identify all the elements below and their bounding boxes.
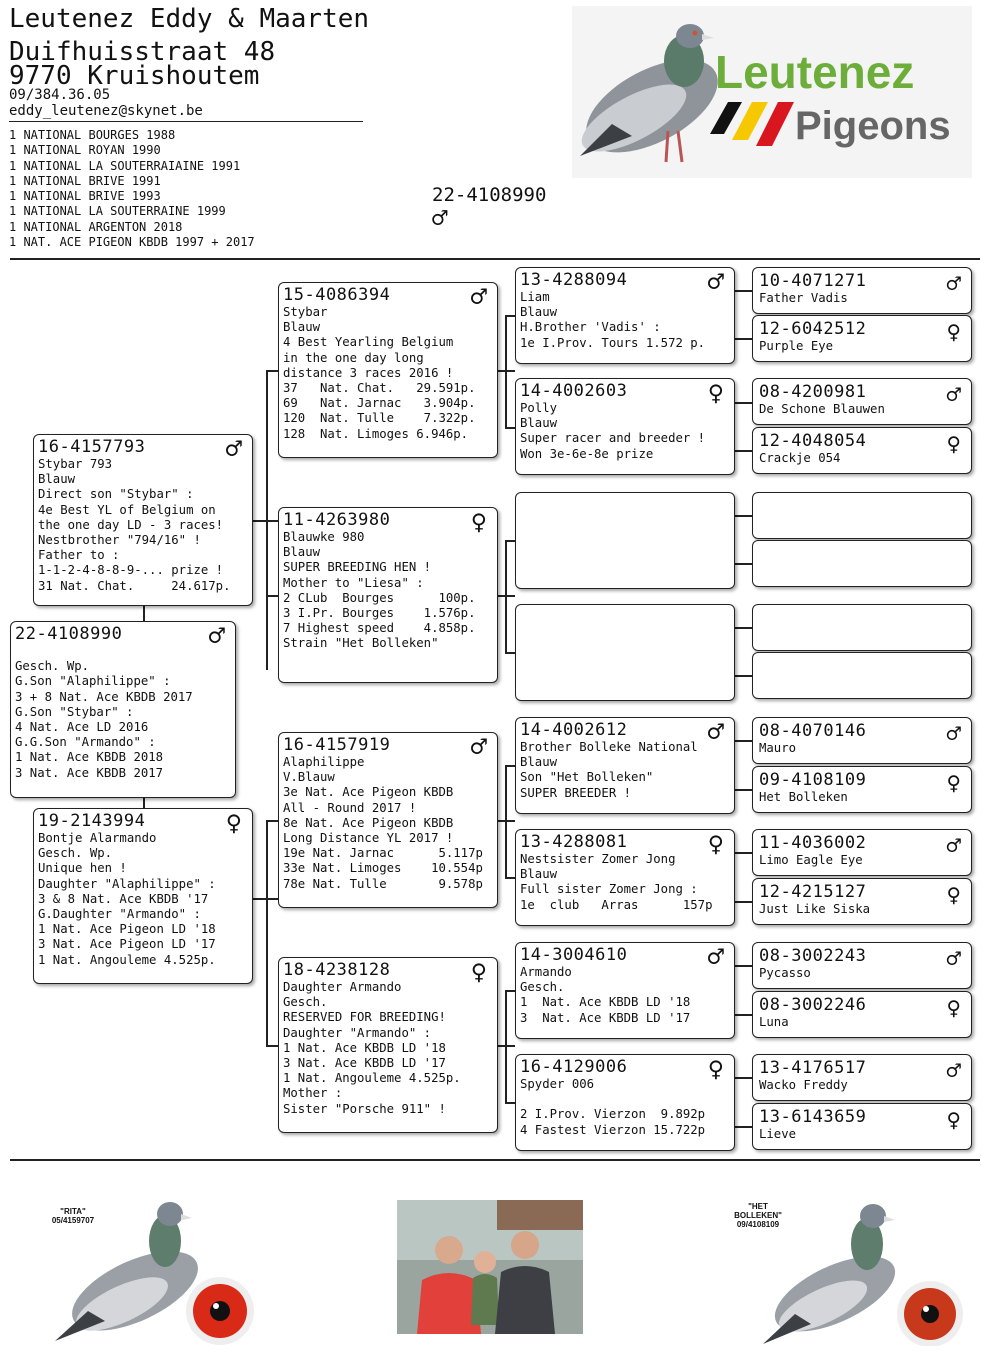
pedigree-card [515, 378, 735, 475]
pedigree-card [752, 315, 972, 362]
card-line: G.Daughter "Armando" : [38, 907, 201, 922]
ring-number: 16-4129006 [520, 1057, 628, 1077]
card-line: 8e Nat. Ace Pigeon KBDB [283, 815, 454, 830]
card-line: Crackje 054 [759, 451, 841, 465]
card-line: distance 3 races 2016 ! [283, 365, 454, 380]
card-line: 19e Nat. Jarnac 5.117p [283, 846, 483, 861]
female-icon: ♀ [225, 808, 242, 839]
card-line: 1 Nat. Ace KBDB LD '18 [520, 995, 691, 1010]
female-icon: ♀ [470, 957, 487, 988]
card-line: 3 + 8 Nat. Ace KBDB 2017 [15, 689, 193, 704]
female-icon: ♀ [946, 769, 961, 797]
female-icon: ♀ [707, 829, 724, 860]
pedigree-card [515, 267, 735, 364]
card-line: the one day LD - 3 races! [38, 517, 224, 532]
card-line [15, 644, 231, 659]
card-line: Long Distance YL 2017 ! [283, 831, 454, 846]
card-line: 1e club Arras 157p [520, 897, 713, 912]
ring-number: 22-4108990 [15, 624, 123, 644]
ring-number: 08-3002246 [759, 995, 867, 1015]
card-line: Nestbrother "794/16" ! [38, 533, 201, 548]
ring-number: 10-4071271 [759, 271, 867, 291]
card-line: 3 Nat. Ace Pigeon LD '17 [38, 937, 216, 952]
card-line: SUPER BREEDING HEN ! [283, 560, 432, 575]
top-divider [10, 258, 980, 260]
card-line: 1 Nat. Angouleme 4.525p. [283, 1071, 461, 1086]
breeder-city: 9770 Kruishoutem [9, 61, 260, 91]
card-line: Daughter "Armando" : [283, 1025, 432, 1040]
pedigree-card [752, 378, 972, 425]
pigeon-photo-het-bolleken [755, 1196, 975, 1346]
pedigree-card [278, 507, 498, 683]
breeder-name: Leutenez Eddy & Maarten [9, 4, 370, 34]
pedigree-card [515, 942, 735, 1039]
male-icon: ♂ [946, 720, 961, 748]
card-line: Gesch. [283, 995, 328, 1010]
card-line: Mother : [283, 1086, 343, 1101]
card-line: Lieve [759, 1127, 797, 1141]
tree-connector [735, 1077, 752, 1079]
male-icon: ♂ [707, 267, 724, 298]
ring-number: 16-4157793 [38, 437, 146, 457]
pedigree-card [278, 957, 498, 1133]
header-divider [9, 121, 363, 122]
card-line: 3 I.Pr. Bourges 1.576p. [283, 606, 476, 621]
card-line: 4 Best Yearling Belgium [283, 335, 454, 350]
card-line: G.Son "Alaphilippe" : [15, 674, 171, 689]
title-item: 1 NAT. ACE PIGEON KBDB 1997 + 2017 [9, 235, 255, 250]
tree-connector [735, 338, 752, 340]
card-line: Daughter "Alaphilippe" : [38, 876, 216, 891]
tree-connector [735, 675, 752, 677]
ring-number: 08-3002243 [759, 946, 867, 966]
card-line: Luna [759, 1015, 789, 1029]
tree-connector [253, 898, 278, 900]
card-line: V.Blauw [283, 770, 335, 785]
card-line: Gesch. [520, 980, 565, 995]
pedigree-card [752, 1054, 972, 1101]
tree-connector [505, 652, 515, 654]
ring-number: 11-4263980 [283, 510, 391, 530]
ring-number: 13-4176517 [759, 1058, 867, 1078]
subject-sex-icon: ♂ [432, 204, 448, 234]
card-line: Spyder 006 [520, 1077, 595, 1091]
female-icon: ♀ [470, 507, 487, 538]
pedigree-card [515, 829, 735, 926]
card-line: 1-1-2-4-8-8-9-... prize ! [38, 563, 224, 578]
card-line: 31 Nat. Chat. 24.617p. [38, 578, 231, 593]
pedigree-card [33, 434, 253, 606]
tree-connector [143, 606, 145, 622]
left-caption-name: "RITA" [60, 1207, 86, 1216]
card-line: Het Bolleken [759, 790, 848, 804]
breeder-street: Duifhuisstraat 48 [9, 37, 276, 67]
logo-text-pigeons: Pigeons [795, 104, 951, 148]
card-line: Liam [520, 290, 550, 304]
card-line: in the one day long [283, 350, 424, 365]
male-icon: ♂ [470, 732, 487, 763]
title-item: 1 NATIONAL ARGENTON 2018 [9, 219, 183, 234]
male-icon: ♂ [208, 621, 225, 652]
card-line: 69 Nat. Jarnac 3.904p. [283, 396, 476, 411]
titles-list [9, 128, 255, 250]
tree-connector [735, 852, 752, 854]
ring-number: 15-4086394 [283, 285, 391, 305]
card-line: All - Round 2017 ! [283, 800, 417, 815]
pedigree-card [752, 766, 972, 813]
male-icon: ♂ [225, 434, 242, 465]
card-line: G.Son "Stybar" : [15, 704, 134, 719]
card-line: 4 Fastest Vierzon 15.722p [520, 1122, 706, 1137]
card-line: Blauw [283, 545, 321, 560]
pedigree-card [752, 991, 972, 1038]
card-line: Alaphilippe [283, 755, 365, 769]
title-item: 1 NATIONAL BRIVE 1991 [9, 173, 161, 188]
title-item: 1 NATIONAL BOURGES 1988 [9, 128, 176, 142]
tree-connector [735, 740, 752, 742]
ring-number: 18-4238128 [283, 960, 391, 980]
tree-connector [735, 563, 752, 565]
ring-number: 08-4200981 [759, 382, 867, 402]
ring-number: 16-4157919 [283, 735, 391, 755]
pedigree-card [515, 492, 735, 589]
card-line: Blauw [520, 867, 558, 882]
card-line: 3 Nat. Ace KBDB 2017 [15, 765, 164, 780]
title-item: 1 NATIONAL LA SOUTERRAINE 1999 [9, 204, 226, 219]
ring-number: 14-3004610 [520, 945, 628, 965]
card-line: 78e Nat. Tulle 9.578p [283, 876, 483, 891]
card-line: Nestsister Zomer Jong [520, 852, 676, 866]
ring-number: 12-4215127 [759, 882, 867, 902]
card-line: De Schone Blauwen [759, 402, 885, 416]
male-icon: ♂ [707, 942, 724, 973]
tree-connector [266, 1045, 278, 1047]
card-line: 1e I.Prov. Tours 1.572 p. [520, 335, 706, 350]
pedigree-card [752, 717, 972, 764]
pedigree-card [752, 829, 972, 876]
pedigree-card [752, 492, 972, 539]
ring-number: 14-4002612 [520, 720, 628, 740]
ring-number: 12-6042512 [759, 319, 867, 339]
card-line: 37 Nat. Chat. 29.591p. [283, 381, 476, 396]
male-icon: ♂ [707, 717, 724, 748]
tree-connector [498, 820, 515, 822]
card-line: 1 Nat. Ace Pigeon LD '18 [38, 922, 216, 937]
card-line: 2 CLub Bourges 100p. [283, 590, 476, 605]
card-line: 33e Nat. Limoges 10.554p [283, 861, 483, 876]
female-icon: ♀ [946, 1106, 961, 1134]
tree-connector [735, 789, 752, 791]
ring-number: 09-4108109 [759, 770, 867, 790]
ring-number: 13-4288094 [520, 270, 628, 290]
tree-connector [735, 290, 752, 292]
ring-number: 13-4288081 [520, 832, 628, 852]
card-line: 1 Nat. Ace KBDB LD '18 [283, 1040, 446, 1055]
card-line: 1 Nat. Ace KBDB 2018 [15, 750, 164, 765]
card-line: Father to : [38, 548, 120, 563]
right-caption-name: "HET BOLLEKEN" [734, 1202, 782, 1220]
pedigree-card [33, 808, 253, 984]
female-icon: ♀ [707, 1054, 724, 1085]
card-line: Bontje Alarmando [38, 831, 157, 845]
card-line: Blauw [283, 320, 321, 335]
ring-number: 19-2143994 [38, 811, 146, 831]
female-icon: ♀ [946, 430, 961, 458]
title-item: 1 NATIONAL BRIVE 1993 [9, 189, 161, 204]
bottom-divider [10, 1159, 980, 1161]
pedigree-card [752, 652, 972, 699]
card-line: Gesch. Wp. [15, 659, 90, 674]
tree-connector [735, 402, 752, 404]
card-line: Limo Eagle Eye [759, 853, 863, 867]
card-line: Stybar [283, 305, 328, 319]
pedigree-card [278, 282, 498, 458]
left-caption-ring: 05/4159707 [51, 1216, 95, 1225]
card-line: 3e Nat. Ace Pigeon KBDB [283, 785, 454, 800]
female-icon: ♀ [946, 994, 961, 1022]
card-line: Wacko Freddy [759, 1078, 848, 1092]
title-item: 1 NATIONAL LA SOUTERRAIAINE 1991 [9, 158, 241, 173]
card-line: RESERVED FOR BREEDING! [283, 1010, 446, 1025]
card-line: Direct son "Stybar" : [38, 487, 194, 502]
tree-connector [735, 1014, 752, 1016]
tree-connector [498, 370, 515, 372]
card-line: Just Like Siska [759, 902, 871, 916]
card-line: Blauw [520, 416, 558, 431]
pedigree-card [515, 1054, 735, 1151]
tree-connector [735, 450, 752, 452]
subject-ring: 22-4108990 [432, 184, 547, 206]
card-line: G.G.Son "Armando" : [15, 735, 156, 750]
pedigree-card [278, 732, 498, 908]
tree-connector [498, 1045, 515, 1047]
card-line: Polly [520, 401, 558, 415]
tree-connector [735, 1126, 752, 1128]
ring-number: 12-4048054 [759, 431, 867, 451]
ring-number: 13-6143659 [759, 1107, 867, 1127]
ring-number: 14-4002603 [520, 381, 628, 401]
breeders-photo [397, 1200, 583, 1334]
tree-connector [505, 1102, 515, 1104]
card-line: 3 & 8 Nat. Ace KBDB '17 [38, 891, 209, 906]
card-line: 2 I.Prov. Vierzon 9.892p [520, 1107, 706, 1122]
card-line: Pycasso [759, 966, 811, 980]
pedigree-card [752, 427, 972, 474]
card-line: 4 Nat. Ace LD 2016 [15, 720, 149, 735]
tree-connector [735, 965, 752, 967]
breeder-email[interactable]: eddy_leutenez@skynet.be [9, 103, 203, 119]
tree-connector [266, 820, 268, 1045]
card-line: 7 Highest speed 4.858p. [283, 621, 476, 636]
card-line: Brother Bolleke National [520, 740, 698, 754]
male-icon: ♂ [946, 832, 961, 860]
tree-connector [735, 627, 752, 629]
tree-connector [498, 595, 515, 597]
breeder-phone: 09/384.36.05 [9, 87, 111, 103]
pedigree-card [752, 604, 972, 651]
card-line: Son "Het Bolleken" [520, 770, 654, 785]
pedigree-card [10, 621, 236, 798]
card-line: 120 Nat. Tulle 7.322p. [283, 411, 476, 426]
male-icon: ♂ [946, 381, 961, 409]
card-line: Blauw [520, 755, 558, 770]
card-line: 128 Nat. Limoges 6.946p. [283, 426, 469, 441]
card-line [520, 1092, 730, 1107]
tree-connector [735, 901, 752, 903]
pedigree-card [515, 717, 735, 814]
card-line: SUPER BREEDER ! [520, 785, 632, 800]
pedigree-card [752, 1103, 972, 1150]
title-item: 1 NATIONAL ROYAN 1990 [9, 143, 161, 158]
tree-connector [505, 877, 515, 879]
card-line: Super racer and breeder ! [520, 431, 706, 446]
card-line: Daughter Armando [283, 980, 402, 994]
pedigree-card [752, 942, 972, 989]
card-line: 4e Best YL of Belgium on [38, 502, 216, 517]
male-icon: ♂ [946, 945, 961, 973]
card-line: Purple Eye [759, 339, 834, 353]
card-line: Stybar 793 [38, 457, 113, 471]
card-line: Armando [520, 965, 572, 979]
card-line: Sister "Porsche 911" ! [283, 1101, 446, 1116]
card-line: 3 Nat. Ace KBDB LD '17 [283, 1056, 446, 1071]
female-icon: ♀ [946, 318, 961, 346]
pedigree-card [752, 267, 972, 314]
tree-connector [505, 427, 515, 429]
pigeon-photo-rita [50, 1196, 270, 1346]
female-icon: ♀ [707, 378, 724, 409]
male-icon: ♂ [470, 282, 487, 313]
card-line: Full sister Zomer Jong : [520, 882, 698, 897]
card-line: 3 Nat. Ace KBDB LD '17 [520, 1010, 691, 1025]
card-line: Strain "Het Bolleken" [283, 636, 439, 651]
ring-number: 11-4036002 [759, 833, 867, 853]
card-line: Won 3e-6e-8e prize [520, 446, 654, 461]
pedigree-card [752, 878, 972, 925]
right-caption-ring: 09/4108109 [736, 1220, 780, 1229]
card-line: Blauw [38, 472, 76, 487]
female-icon: ♀ [946, 881, 961, 909]
card-line: Mauro [759, 741, 797, 755]
pedigree-card [515, 604, 735, 701]
pedigree-card [752, 540, 972, 587]
card-line: Gesch. Wp. [38, 846, 113, 861]
male-icon: ♂ [946, 270, 961, 298]
ring-number: 08-4070146 [759, 721, 867, 741]
card-line: Blauwke 980 [283, 530, 365, 544]
card-line: H.Brother 'Vadis' : [520, 320, 661, 335]
card-line: Blauw [520, 305, 558, 320]
card-line: Unique hen ! [38, 861, 127, 876]
card-line: 1 Nat. Angouleme 4.525p. [38, 952, 216, 967]
logo-text-leutenez: Leutenez [715, 46, 915, 98]
card-line: Father Vadis [759, 291, 848, 305]
male-icon: ♂ [946, 1057, 961, 1085]
card-line: Mother to "Liesa" : [283, 575, 424, 590]
tree-connector [735, 515, 752, 517]
tree-connector [253, 520, 278, 522]
